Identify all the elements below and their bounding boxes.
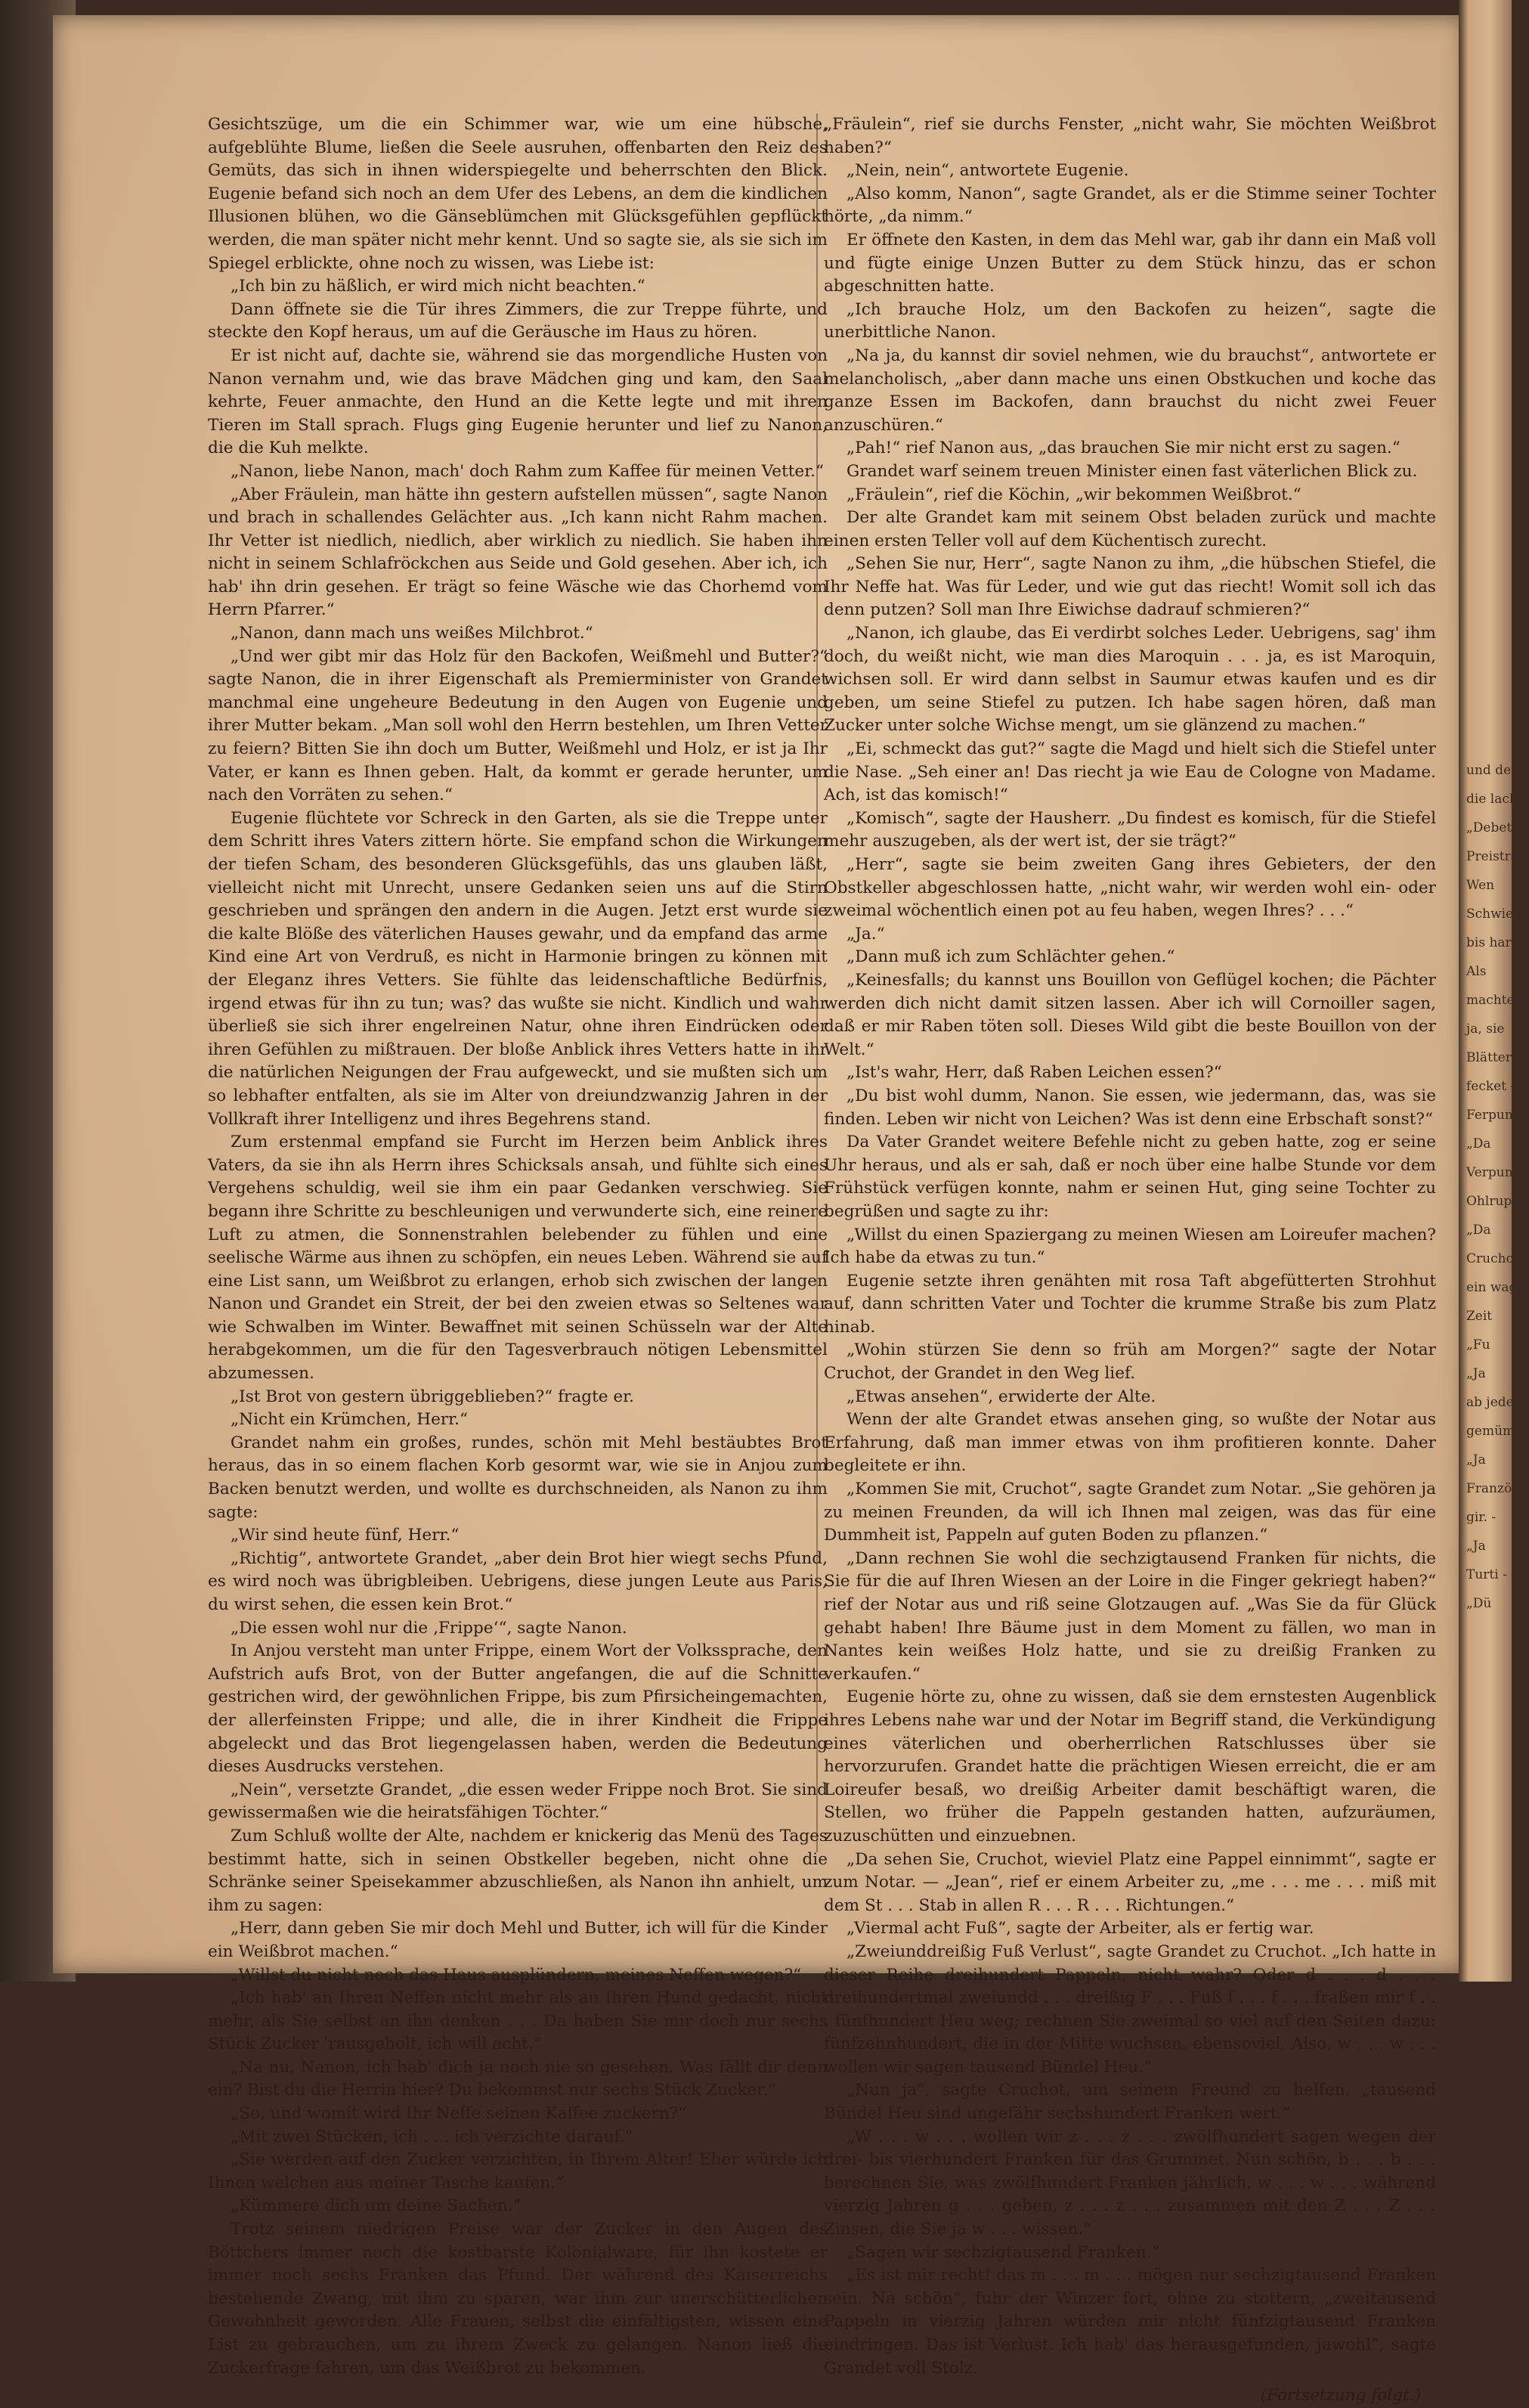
paragraph: „Fräulein“, rief die Köchin, „wir bekommen Weißbrot.“ — [847, 485, 1302, 504]
paragraph: „Nanon, ich glaube, das Ei verdirbt solches Leder. Uebrigens, sag' ihm doch, du weißt nicht, wie man dies Maroquin . . . ja, es ist Maroquin, wichsen soll. Er wird dann selbst in Saumur etwas kaufen und es dir geben, um seine Stiefel zu putzen. Ich habe sagen hören, daß man Zucker unter solche Wichse mengt, um sie glänzend zu machen.“ — [824, 624, 1436, 736]
paragraph: „Nein, nein“, antwortete Eugenie. — [847, 161, 1129, 181]
paragraph: „Pah!“ rief Nanon aus, „das brauchen Sie mir nicht erst zu sagen.“ — [847, 439, 1401, 458]
right-text-column — [824, 113, 1436, 2408]
paragraph: „Also komm, Nanon“, sagte Grandet, als er die Stimme seiner Tochter hörte, „da nimm.“ — [824, 184, 1436, 227]
paragraph: „Da sehen Sie, Cruchot, wieviel Platz eine Pappel einnimmt“, sagte er zum Notar. — „Jean“, rief er einem Arbeiter zu, „me . . . me . . . miß mit dem St . . . Stab in allen R . . . R . . . Richtungen.“ — [824, 1849, 1436, 1915]
paragraph: „Sie werden auf den Zucker verzichten, in Ihrem Alter! Eher würde ich Ihnen welchen aus meiner Tasche kaufen.“ — [208, 2150, 828, 2193]
margin-fragment: Zeit — [1466, 1309, 1493, 1324]
paragraph: Eugenie setzte ihren genähten mit rosa Taft abgefütterten Strohhut auf, dann schritten Vater und Tochter die krumme Straße bis zum Platz hinab. — [824, 1271, 1436, 1337]
paragraph: Trotz seinem niedrigen Preise war der Zucker in den Augen des Böttchers immer noch die kostbarste Kolonialware, für ihn kostete er immer noch sechs Franken das Pfund. Der während des Kaiserreichs bestehende Zwang, mit ihm zu sparen, war ihm zur unerschütterlichen Gewohnheit geworden. Alle Frauen, selbst die einfältigsten, wissen eine List zu gebrauchen, um zu ihrem Zweck zu gelangen. Nanon ließ die Zuckerfrage fahren, um das Weißbrot zu bekommen. — [208, 2220, 828, 2378]
paragraph: „Nanon, liebe Nanon, mach' doch Rahm zum Kaffee für meinen Vetter.“ — [231, 461, 825, 481]
margin-fragment: „Debet — [1466, 820, 1512, 835]
paragraph: „Es ist mir recht! das m . . . m . . . mögen nur sechzigtausend Franken sein. Na schön“, fuhr der Winzer fort, ohne zu stottern, „zweitausend Pappeln in vierzig Jahren würden mir nicht fünfzigtausend Franken eindringen. Das ist Verlust. Ich hab' das herausgefunden, jawohl“, sagte Grandet voll Stolz. — [824, 2266, 1436, 2378]
paragraph: „Mit zwei Stücken, ich . . . ich verzichte darauf.“ — [231, 2127, 633, 2146]
paragraph: „Herr, dann geben Sie mir doch Mehl und Butter, ich will für die Kinder ein Weißbrot machen.“ — [208, 1919, 828, 1961]
paragraph: „Nun ja“, sagte Cruchot, um seinem Freund zu helfen, „tausend Bündel Heu sind ungefähr sechshundert Franken wert.“ — [824, 2081, 1436, 2124]
paragraph: „Etwas ansehen“, erwiderte der Alte. — [847, 1387, 1156, 1406]
paragraph: „Na nu, Nanon, ich hab' dich ja noch nie so gesehen. Was fällt dir denn ein? Bist du die Herrin hier? Du bekommst nur sechs Stück Zucker.“ — [208, 2057, 828, 2100]
paragraph: Dann öffnete sie die Tür ihres Zimmers, die zur Treppe führte, und steckte den Kopf heraus, um auf die Geräusche im Haus zu hören. — [208, 299, 828, 342]
margin-fragment: bis har — [1466, 935, 1512, 950]
margin-fragment: Ferpung — [1466, 1108, 1521, 1123]
paragraph: „Ich brauche Holz, um den Backofen zu heizen“, sagte die unerbittliche Nanon. — [824, 299, 1436, 342]
paragraph: „Sehen Sie nur, Herr“, sagte Nanon zu ihm, „die hübschen Stiefel, die Ihr Neffe hat. Was für Leder, und wie gut das riecht! Womit soll ich das denn putzen? Soll man Ihre Eiwichse dadrauf schmieren?“ — [824, 554, 1436, 620]
paragraph: „W . . . w . . . wollen wir z . . . z . . . zwölfhundert sagen wegen der drei- bis vierhundert Franken für das Grummet. Nun schön, b . . . b . . . berechnen Sie, was zwölfhundert Franken jährlich, w . . . w . . . während vierzig Jahren g . . . geben, z . . . z . . . zusammen mit den Z . . . Z . . . Zinsen, die Sie ja w . . . wissen.“ — [824, 2127, 1436, 2239]
margin-fragment: Preistra — [1466, 849, 1518, 864]
margin-fragment: Turti - — [1466, 1567, 1507, 1582]
margin-fragment: gir. - — [1466, 1510, 1497, 1525]
margin-fragment: ein wag — [1466, 1280, 1518, 1295]
paragraph: Er öffnete den Kasten, in dem das Mehl war, gab ihr dann ein Maß voll und fügte einige Unzen Butter zu dem Stück hinzu, das er schon abgeschnitten hatte. — [824, 230, 1436, 296]
paragraph: „Ist's wahr, Herr, daß Raben Leichen essen?“ — [847, 1063, 1222, 1083]
margin-fragment: „Ja — [1466, 1539, 1486, 1554]
margin-fragment: Blätter — [1466, 1050, 1512, 1065]
paragraph: „Komisch“, sagte der Hausherr. „Du findest es komisch, für die Stiefel mehr auszugeben, als der wert ist, der sie trägt?“ — [824, 808, 1436, 851]
margin-fragment: „Fu — [1466, 1337, 1490, 1353]
paragraph: „Viermal acht Fuß“, sagte der Arbeiter, als er fertig war. — [847, 1919, 1314, 1938]
paragraph: „Aber Fräulein, man hätte ihn gestern aufstellen müssen“, sagte Nanon und brach in schallendes Gelächter aus. „Ich kann nicht Rahm machen. Ihr Vetter ist niedlich, niedlich, aber wirklich zu niedlich. Sie haben ihn nicht in seinem Schlafröckchen aus Seide und Gold gesehen. Aber ich, ich hab' ihn drin gesehen. Er trägt so feine Wäsche wie das Chorhemd vom Herrn Pfarrer.“ — [208, 485, 828, 620]
paragraph: „Herr“, sagte sie beim zweiten Gang ihres Gebieters, der den Obstkeller abgeschlossen hatte, „nicht wahr, wir werden wohl ein- oder zweimal wöchentlich einen pot au feu haben, wegen Ihres? . . .“ — [824, 855, 1436, 921]
paragraph: Zum Schluß wollte der Alte, nachdem er knickerig das Menü des Tages bestimmt hatte, sich in seinen Obstkeller begeben, nicht ohne die Schränke seiner Speisekammer abzuschließen, als Nanon ihn anhielt, um ihm zu sagen: — [208, 1826, 828, 1915]
margin-fragment: fecket - — [1466, 1079, 1515, 1094]
paragraph: „Du bist wohl dumm, Nanon. Sie essen, wie jedermann, das, was sie finden. Leben wir nicht von Leichen? Was ist denn eine Erbschaft sonst?“ — [824, 1086, 1436, 1129]
paragraph: „Richtig“, antwortete Grandet, „aber dein Brot hier wiegt sechs Pfund, es wird noch was übrigbleiben. Uebrigens, diese jungen Leute aus Paris, du wirst sehen, die essen kein Brot.“ — [208, 1548, 828, 1614]
margin-fragment: „Dü — [1466, 1596, 1492, 1611]
margin-fragment: ja, sie — [1466, 1021, 1505, 1037]
margin-fragment: und der — [1466, 763, 1518, 778]
paragraph: „Kommen Sie mit, Cruchot“, sagte Grandet zum Notar. „Sie gehören ja zu meinen Freunden, da will ich Ihnen mal zeigen, was das für eine Dummheit ist, Pappeln auf guten Boden zu pflanzen.“ — [824, 1480, 1436, 1545]
paragraph: Grandet warf seinem treuen Minister einen fast väterlichen Blick zu. — [847, 461, 1418, 481]
paragraph: Wenn der alte Grandet etwas ansehen ging, so wußte der Notar aus Erfahrung, daß man immer etwas von ihm profitieren konnte. Daher begleitete er ihn. — [824, 1410, 1436, 1476]
margin-fragment: ab jeder — [1466, 1395, 1520, 1410]
margin-fragment: Wen — [1466, 878, 1495, 893]
paragraph: Der alte Grandet kam mit seinem Obst beladen zurück und machte einen ersten Teller voll auf dem Küchentisch zurecht. — [824, 508, 1436, 550]
margin-fragment: gemüm — [1466, 1424, 1515, 1439]
paragraph: „Sagen wir sechzigtausend Franken.“ — [847, 2242, 1160, 2262]
paragraph: „Willst du einen Spaziergang zu meinen Wiesen am Loireufer machen? Ich habe da etwas zu tun.“ — [824, 1225, 1436, 1268]
paragraph: Zum erstenmal empfand sie Furcht im Herzen beim Anblick ihres Vaters, da sie ihn als Herrn ihres Schicksals ansah, und fühlte sich eines Vergehens schuldig, weil sie ihm ein paar Gedanken verschwieg. Sie begann ihre Schritte zu beschleunigen und verwunderte sich, eine reinere Luft zu atmen, die Sonnenstrahlen belebender zu fühlen und eine seelische Wärme aus ihnen zu schöpfen, ein neues Leben. Während sie auf eine List sann, um Weißbrot zu erlangen, erhob sich zwischen der langen Nanon und Grandet ein Streit, der bei den zweien etwas so Seltenes war wie Schwalben im Winter. Bewaffnet mit seinen Schüsseln war der Alte herabgekommen, um die für den Tagesverbrauch nötigen Lebensmittel abzumessen. — [208, 1133, 828, 1384]
margin-fragment: „Ja — [1466, 1452, 1486, 1467]
paragraph: „Keinesfalls; du kannst uns Bouillon von Geflügel kochen; die Pächter werden dich nicht damit sitzen lassen. Aber ich will Cornoiller sagen, daß er mir Raben töten soll. Dieses Wild gibt die beste Bouillon von der Welt.“ — [824, 970, 1436, 1059]
margin-fragment: Schwiege — [1466, 906, 1529, 922]
paragraph: „Na ja, du kannst dir soviel nehmen, wie du brauchst“, antwortete er melancholisch, „aber dann mache uns einen Obstkuchen und koche das ganze Essen im Backofen, dann brauchst du nicht zwei Feuer anzuschüren.“ — [824, 346, 1436, 435]
paragraph: Eugenie flüchtete vor Schreck in den Garten, als sie die Treppe unter dem Schritt ihres Vaters zittern hörte. Sie empfand schon die Wirkungen der tiefen Scham, des besonderen Glücksgefühls, das uns glauben läßt, vielleicht nicht mit Unrecht, unsere Gedanken seien uns auf die Stirn geschrieben und sprängen den andern in die Augen. Jetzt erst wurde sie die kalte Blöße des väterlichen Hauses gewahr, und da empfand das arme Kind eine Art von Verdruß, es nicht in Harmonie bringen zu können mit der Eleganz ihres Vetters. Sie fühlte das leidenschaftliche Bedürfnis, irgend etwas für ihn zu tun; was? das wußte sie nicht. Kindlich und wahr überließ sie sich ihrer engelreinen Natur, ohne ihren Eindrücken oder ihren Gefühlen zu mißtrauen. Der bloße Anblick ihres Vetters hatte in ihr die natürlichen Neigungen der Frau aufgeweckt, und sie mußten sich um so lebhafter entfalten, als sie im Alter von dreiundzwanzig Jahren in der Vollkraft ihrer Intelligenz und ihres Begehrens stand. — [208, 808, 828, 1129]
paragraph: „Nanon, dann mach uns weißes Milchbrot.“ — [231, 624, 593, 643]
paragraph: „Willst du nicht noch das Haus ausplündern, meines Neffen wegen?“ — [231, 1965, 802, 1985]
paragraph: „Dann rechnen Sie wohl die sechzigtausend Franken für nichts, die Sie für die auf Ihren Wiesen an der Loire in die Finger gekriegt haben?“ rief der Notar aus und riß seine Glotzaugen auf. „Was Sie da für Glück gehabt haben! Ihre Bäume just in dem Moment zu fällen, wo man in Nantes kein weißes Holz hatte, und sie zu dreißig Franken zu verkaufen.“ — [824, 1548, 1436, 1684]
margin-fragment: die lach — [1466, 792, 1518, 807]
paragraph: „Nicht ein Krümchen, Herr.“ — [231, 1410, 469, 1430]
paragraph: „Fräulein“, rief sie durchs Fenster, „nicht wahr, Sie möchten Weißbrot haben?“ — [824, 115, 1436, 157]
margin-fragment: Verpung — [1466, 1165, 1521, 1180]
margin-fragment: Franzö — [1466, 1481, 1512, 1496]
next-page-margin-fragments — [1466, 756, 1529, 1618]
left-text-column — [208, 113, 828, 2380]
paragraph: „Wohin stürzen Sie denn so früh am Morgen?“ sagte der Notar Cruchot, der Grandet in den Weg lief. — [824, 1340, 1436, 1384]
paragraph: Er ist nicht auf, dachte sie, während sie das morgendliche Husten von Nanon vernahm und, wie das brave Mädchen ging und kam, den Saal kehrte, Feuer anmachte, den Hund an die Kette legte und mit ihren Tieren im Stall sprach. Flugs ging Eugenie herunter und lief zu Nanon, die die Kuh melkte. — [208, 346, 828, 458]
margin-fragment: „Da — [1466, 1136, 1491, 1151]
paragraph: „Wir sind heute fünf, Herr.“ — [231, 1526, 460, 1545]
paragraph: „Dann muß ich zum Schlächter gehen.“ — [847, 947, 1175, 967]
paragraph: „So, und womit wird Ihr Neffe seinen Kaffee zuckern?“ — [231, 2104, 687, 2124]
paragraph: „Und wer gibt mir das Holz für den Backofen, Weißmehl und Butter?“ sagte Nanon, die in ihrer Eigenschaft als Premierminister von Grandet manchmal eine ungeheure Bedeutung in den Augen von Eugenie und ihrer Mutter bekam. „Man soll wohl den Herrn bestehlen, um Ihren Vetter zu feiern? Bitten Sie ihn doch um Butter, Weißmehl und Holz, er ist ja Ihr Vater, er kann es Ihnen geben. Halt, da kommt er gerade herunter, um nach den Vorräten zu sehen.“ — [208, 646, 828, 805]
paragraph: „Kümmere dich um deine Sachen.“ — [231, 2196, 522, 2216]
continuation-note: (Fortsetzung folgt.) — [1260, 2386, 1421, 2406]
paragraph: In Anjou versteht man unter Frippe, einem Wort der Volkssprache, den Aufstrich aufs Brot, von der Butter angefangen, die auf die Schnitte gestrichen wird, der gewöhnlichen Frippe, bis zum Pfirsicheingemachten, der allerfeinsten Frippe; und alle, die in ihrer Kindheit die Frippe abgeleckt und das Brot liegengelassen haben, werden die Bedeutung dieses Ausdrucks verstehen. — [208, 1641, 828, 1777]
paragraph: „Ist Brot von gestern übriggeblieben?“ fragte er. — [231, 1387, 634, 1406]
paragraph: „Ich bin zu häßlich, er wird mich nicht beachten.“ — [231, 277, 645, 296]
paragraph: „Ja.“ — [847, 924, 885, 944]
margin-fragment: „Da — [1466, 1223, 1491, 1238]
margin-fragment: „Ja — [1466, 1366, 1486, 1381]
margin-fragment: Cruchot — [1466, 1251, 1519, 1266]
paragraph: „Ich hab' an Ihren Neffen nicht mehr als an Ihren Hund gedacht, nicht mehr, als Sie selbst an ihn denken . . . Da haben Sie mir doch nur sechs Stück Zucker 'rausgeholt, ich will acht.“ — [208, 1988, 828, 2054]
margin-fragment: Als — [1466, 964, 1487, 979]
paragraph: „Ei, schmeckt das gut?“ sagte die Magd und hielt sich die Stiefel unter die Nase. „Seh einer an! Das riecht ja wie Eau de Cologne von Madame. Ach, ist das komisch!“ — [824, 739, 1436, 805]
paragraph: Grandet nahm ein großes, rundes, schön mit Mehl bestäubtes Brot heraus, das in so einem flachen Korb gesormt war, wie sie in Anjou zum Backen benutzt werden, und wollte es durchschneiden, als Nanon zu ihm sagte: — [208, 1433, 828, 1522]
margin-fragment: Ohlrup — [1466, 1194, 1512, 1209]
paragraph: Gesichtszüge, um die ein Schimmer war, wie um eine hübsche, aufgeblühte Blume, ließen die Seele ausruhen, offenbarten den Reiz des Gemüts, das sich in ihnen widerspiegelte und beherrschten den Blick. Eugenie befand sich noch an dem Ufer des Lebens, an dem die kindlichen Illusionen blühen, wo die Gänseblümchen mit Glücksgefühlen gepflückt werden, die man später nicht mehr kennt. Und so sagte sie, als sie sich im Spiegel erblickte, ohne noch zu wissen, was Liebe ist: — [208, 115, 828, 273]
paragraph: „Zweiunddreißig Fuß Verlust“, sagte Grandet zu Cruchot. „Ich hatte in dieser Reihe dreihundert Pappeln, nicht wahr? Oder d . . . d . . . dreihundertmal zweiundd . . . dreißig F . . . Fuß f . . . f . . . fraßen mir f . . . fünfhundert Heu weg; rechnen Sie zweimal so viel auf den Seiten dazu: fünfzehnhundert, die in der Mitte wuchsen, ebensoviel. Also, w . . . w . . . wollen wir sagen tausend Bündel Heu.“ — [824, 1942, 1436, 2077]
paragraph: „Nein“, versetzte Grandet, „die essen weder Frippe noch Brot. Sie sind gewissermaßen wie die heiratsfähigen Töchter.“ — [208, 1780, 828, 1823]
paragraph: Da Vater Grandet weitere Befehle nicht zu geben hatte, zog er seine Uhr heraus, und als er sah, daß er noch über eine halbe Stunde vor dem Frühstück verfügen konnte, nahm er seinen Hut, ging seine Tochter zu begrüßen und sagte zu ihr: — [824, 1133, 1436, 1221]
paragraph: Eugenie hörte zu, ohne zu wissen, daß sie dem ernstesten Augenblick ihres Lebens nahe war und der Notar im Begriff stand, die Verkündigung eines väterlichen und oberherrlichen Ratschlusses über sie hervorzurufen. Grandet hatte die prächtigen Wiesen erreicht, die er am Loireufer besaß, wo dreißig Arbeiter damit beschäftigt waren, die Stellen, wo früher die Pappeln gestanden hatten, aufzuräumen, zuzuschütten und einzuebnen. — [824, 1687, 1436, 1846]
margin-fragment: machte, — [1466, 993, 1519, 1008]
paragraph: „Die essen wohl nur die ‚Frippe‘“, sagte Nanon. — [231, 1618, 627, 1638]
